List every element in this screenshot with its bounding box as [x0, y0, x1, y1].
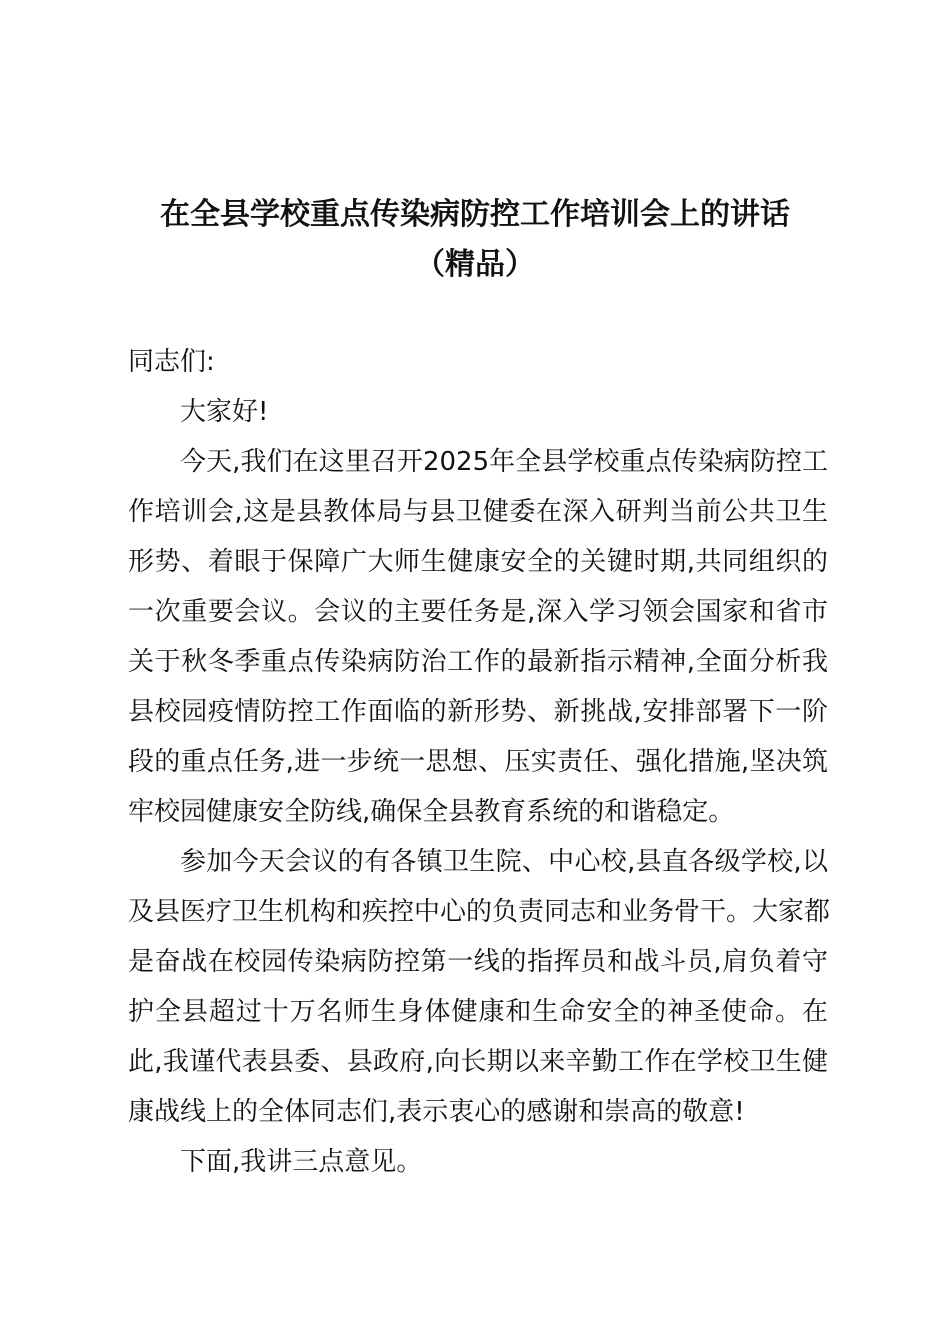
paragraph-line: 下面,我讲三点意见。: [180, 1147, 423, 1177]
paragraph: [128, 837, 831, 1137]
paragraph-line: 护全县超过十万名师生身体健康和生命安全的神圣使命。在: [128, 997, 828, 1027]
paragraph: [128, 437, 828, 837]
paragraph-line: 一次重要会议。会议的主要任务是,深入学习领会国家和省市: [128, 597, 828, 627]
paragraph: [128, 387, 828, 437]
paragraph-line: 此,我谨代表县委、县政府,向长期以来辛勤工作在学校卫生健: [128, 1047, 828, 1077]
paragraph-line: 牢校园健康安全防线,确保全县教育系统的和谐稳定。: [128, 797, 735, 827]
paragraph-line: 是奋战在校园传染病防控第一线的指挥员和战斗员,肩负着守: [128, 947, 828, 977]
paragraph-line: 大家好!: [180, 397, 269, 427]
paragraph-line: 今天,我们在这里召开2025年全县学校重点传染病防控工: [180, 447, 828, 477]
document-body: [128, 337, 831, 1187]
paragraph-line: 形势、着眼于保障广大师生健康安全的关键时期,共同组织的: [128, 547, 828, 577]
paragraph-line: 参加今天会议的有各镇卫生院、中心校,县直各级学校,以: [180, 847, 828, 877]
paragraph-line: 康战线上的全体同志们,表示衷心的感谢和崇高的敬意!: [128, 1097, 745, 1127]
paragraph-line: 县校园疫情防控工作面临的新形势、新挑战,安排部署下一阶: [128, 697, 828, 727]
document-title: 在全县学校重点传染病防控工作培训会上的讲话: [160, 197, 790, 232]
salutation: 同志们:: [128, 347, 215, 377]
paragraph-line: 段的重点任务,进一步统一思想、压实责任、强化措施,坚决筑: [128, 747, 828, 777]
paragraph: [128, 1137, 828, 1187]
paragraph-line: 作培训会,这是县教体局与县卫健委在深入研判当前公共卫生: [128, 497, 828, 527]
paragraph-line: 及县医疗卫生机构和疾控中心的负责同志和业务骨干。大家都: [128, 897, 831, 927]
paragraph-line: 关于秋冬季重点传染病防治工作的最新指示精神,全面分析我: [128, 647, 828, 677]
document-subtitle: （精品）: [415, 247, 535, 282]
paragraphs: [128, 387, 831, 1187]
